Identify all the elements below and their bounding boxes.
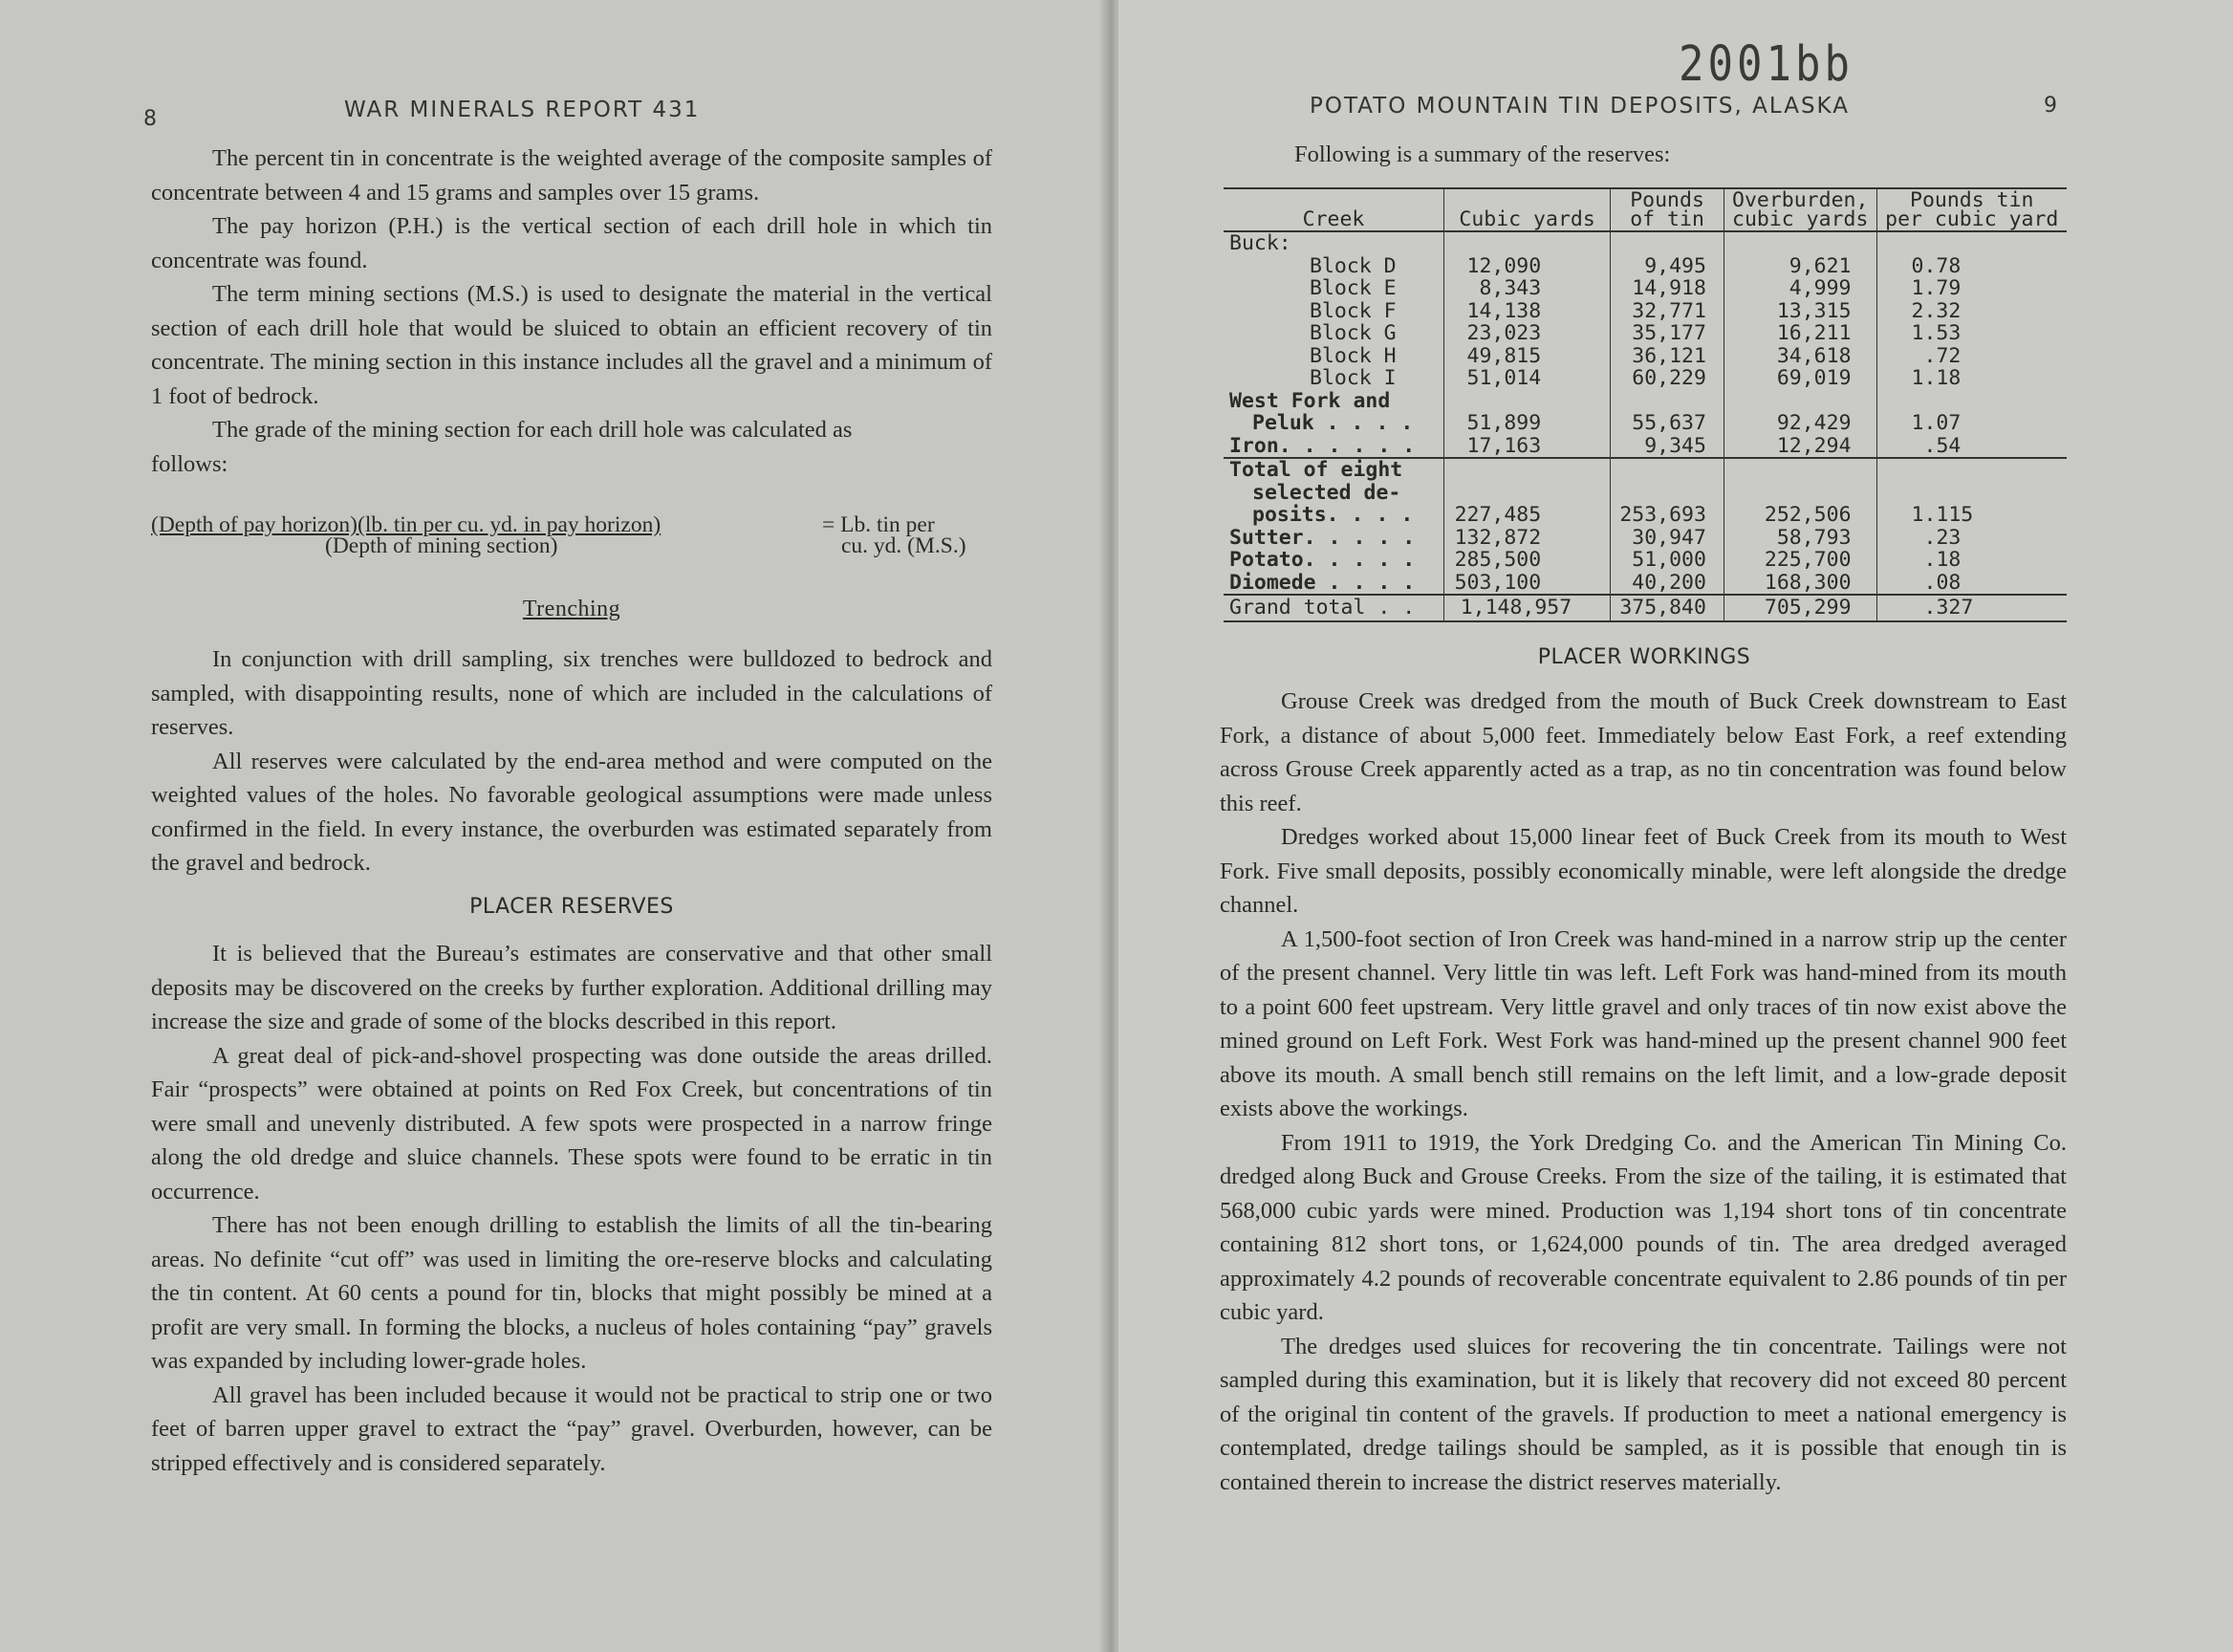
table-cell: 35,177 bbox=[1611, 322, 1724, 345]
table-row bbox=[1224, 527, 2067, 550]
table-cell: Iron. . . . . . bbox=[1229, 433, 1416, 458]
paragraph: A great deal of pick-and-shovel prospecting was done outside the areas drilled. Fair “prospects” were obtained at points on Red Fox Creek, but concentrations of tin were small and unevenly distributed. A few spots were prospected in a narrow fringe along the old dredge and sluice channels. These spots were found to be erratic in tin occurrence. bbox=[151, 1042, 992, 1205]
left-body-trenching bbox=[151, 642, 992, 880]
table-cell: 49,815 bbox=[1444, 345, 1611, 368]
table-cell: 23,023 bbox=[1444, 322, 1611, 345]
table-cell: 132,872 bbox=[1444, 527, 1611, 550]
table-cell bbox=[1876, 390, 2067, 413]
col-pounds-tin: Pounds of tin bbox=[1611, 188, 1724, 231]
paragraph: From 1911 to 1919, the York Dredging Co. and the American Tin Mining Co. dredged along Buck and Grouse Creeks. From the size of the tailing, it is estimated that 568,000 cubic yards were mined. Production was 1,194 short tons of tin concentrate containing 812 short tons, or 1,624,000 pounds of tin. The area dredged averaged approximately 4.2 pounds of recoverable concentrate equivalent to 2.86 pounds of tin per cubic yard. bbox=[1220, 1129, 2067, 1325]
table-row bbox=[1224, 435, 2067, 459]
table-cell: 17,163 bbox=[1444, 435, 1611, 459]
table-cell bbox=[1876, 458, 2067, 482]
col-cubic-yards: Cubic yards bbox=[1444, 188, 1611, 231]
placer-workings-heading: PLACER WORKINGS bbox=[1537, 645, 1751, 669]
table-cell: .72 bbox=[1876, 345, 2067, 368]
table-cell: 1.53 bbox=[1876, 322, 2067, 345]
table-cell: 375,840 bbox=[1611, 595, 1724, 621]
table-cell: Total of eight bbox=[1224, 458, 1444, 482]
table-row bbox=[1224, 255, 2067, 278]
table-cell: 1,148,957 bbox=[1444, 595, 1611, 621]
table-cell: 14,138 bbox=[1444, 300, 1611, 323]
table-cell bbox=[1876, 231, 2067, 255]
paragraph: The term mining sections (M.S.) is used to designate the material in the vertical section of each drill hole that would be sluiced to obtain an efficient recovery of tin concentrate. The mining section in this instance includes all the gravel and a minimum of 1 foot of bedrock. bbox=[151, 281, 992, 409]
table-cell: .08 bbox=[1876, 572, 2067, 596]
table-cell: 705,299 bbox=[1724, 595, 1876, 621]
table-cell bbox=[1724, 231, 1876, 255]
paragraph: Grouse Creek was dredged from the mouth of Buck Creek downstream to East Fork, a distance of about 5,000 feet. Immediately below East Fork, a reef extending across Grouse Creek apparently acted as a trap, as no tin concentration was found below this reef. bbox=[1220, 688, 2067, 816]
table-cell: 0.78 bbox=[1876, 255, 2067, 278]
archive-stamp: 2001bb bbox=[1679, 36, 1854, 93]
table-cell: Potato. . . . . bbox=[1229, 548, 1416, 572]
table-cell: 12,090 bbox=[1444, 255, 1611, 278]
table-cell bbox=[1724, 390, 1876, 413]
table-cell: 55,637 bbox=[1611, 412, 1724, 435]
formula-denominator: (Depth of mining section) bbox=[325, 533, 558, 558]
right-running-header: POTATO MOUNTAIN TIN DEPOSITS, ALASKA bbox=[1310, 94, 1850, 119]
table-cell: .18 bbox=[1876, 549, 2067, 572]
table-cell: Peluk . . . . bbox=[1252, 411, 1414, 435]
right-page-number: 9 bbox=[2044, 94, 2057, 118]
table-cell: 69,019 bbox=[1724, 367, 1876, 390]
table-cell bbox=[1444, 458, 1611, 482]
col-pounds-per-yard: Pounds tin per cubic yard bbox=[1876, 188, 2067, 231]
paragraph: There has not been enough drilling to establish the limits of all the tin-bearing areas. No definite “cut off” was used in limiting the ore-reserve blocks and calculating the tin content. At 60 cents a pound for tin, blocks that might possibly be mined at a profit are very small. In forming the blocks, a nucleus of holes containing “pay” gravels was expanded by including lower-grade holes. bbox=[151, 1212, 992, 1374]
table-cell: Block E bbox=[1310, 276, 1397, 300]
table-cell: 14,918 bbox=[1611, 277, 1724, 300]
table-cell: West Fork and bbox=[1229, 388, 1391, 413]
table-row bbox=[1224, 322, 2067, 345]
left-body-placer bbox=[151, 937, 992, 1480]
paragraph: All reserves were calculated by the end-area method and were computed on the weighted values of the holes. No favorable geological assumptions were made unless confirmed in the field. In every instance, the overburden was estimated separately from the gravel and bedrock. bbox=[151, 748, 992, 876]
table-cell bbox=[1611, 390, 1724, 413]
table-cell: 12,294 bbox=[1724, 435, 1876, 459]
left-running-header: WAR MINERALS REPORT 431 bbox=[344, 98, 701, 122]
paragraph: It is believed that the Bureau’s estimates are conservative and that other small deposits may be discovered on the creeks by further exploration. Additional drilling may increase the size and grade of some of the blocks described in this report. bbox=[151, 941, 992, 1034]
table-cell: posits. . . . bbox=[1252, 503, 1414, 527]
table-cell: 51,014 bbox=[1444, 367, 1611, 390]
table-cell: 16,211 bbox=[1724, 322, 1876, 345]
table-row bbox=[1224, 412, 2067, 435]
table-cell: Diomede . . . . bbox=[1229, 570, 1416, 595]
table-cell: 32,771 bbox=[1611, 300, 1724, 323]
col-overburden: Overburden, cubic yards bbox=[1724, 188, 1876, 231]
table-cell: 30,947 bbox=[1611, 527, 1724, 550]
table-cell bbox=[1724, 458, 1876, 482]
right-page bbox=[1118, 0, 2233, 1652]
table-cell: 9,621 bbox=[1724, 255, 1876, 278]
table-cell: Sutter. . . . . bbox=[1229, 525, 1416, 550]
paragraph: The percent tin in concentrate is the weighted average of the composite samples of concentrate between 4 and 15 grams and samples over 15 grams. bbox=[151, 145, 992, 206]
table-cell: Block I bbox=[1310, 366, 1397, 390]
table-cell: 9,495 bbox=[1611, 255, 1724, 278]
table-cell: 13,315 bbox=[1724, 300, 1876, 323]
table-row bbox=[1224, 458, 2067, 482]
formula-result-line2: cu. yd. (M.S.) bbox=[841, 533, 966, 558]
table-cell: 1.115 bbox=[1876, 504, 2067, 527]
table-cell: 225,700 bbox=[1724, 549, 1876, 572]
table-cell bbox=[1444, 231, 1611, 255]
buck-label: Buck: bbox=[1229, 231, 1291, 255]
reserves-table bbox=[1224, 187, 2067, 622]
table-cell: 1.07 bbox=[1876, 412, 2067, 435]
table-cell: 1.18 bbox=[1876, 367, 2067, 390]
table-cell: 8,343 bbox=[1444, 277, 1611, 300]
paragraph: A 1,500-foot section of Iron Creek was hand-mined in a narrow strip up the center of the present channel. Very little tin was left. Left Fork was hand-mined from its mouth to a point 600 feet upstream. Very little gravel and only traces of tin now exist above the mined ground on Left Fork. West Fork was hand-mined up the present channel 900 feet above its mouth. A small bench still remains on the left limit, and a low-grade deposit exists above the workings. bbox=[1220, 925, 2067, 1121]
table-cell: 36,121 bbox=[1611, 345, 1724, 368]
table-cell: 9,345 bbox=[1611, 435, 1724, 459]
paragraph: The pay horizon (P.H.) is the vertical section of each drill hole in which tin concentrate was found. bbox=[151, 213, 992, 273]
paragraph: Dredges worked about 15,000 linear feet of Buck Creek from its mouth to West Fork. Five small deposits, possibly economically minable, were left alongside the dredge channel. bbox=[1220, 824, 2067, 918]
right-body bbox=[1220, 685, 2067, 1499]
table-cell: Block H bbox=[1310, 343, 1397, 368]
table-cell: 60,229 bbox=[1611, 367, 1724, 390]
table-cell: 2.32 bbox=[1876, 300, 2067, 323]
formula-result-line1: = Lb. tin per bbox=[822, 512, 935, 537]
table-cell bbox=[1876, 482, 2067, 505]
table-row bbox=[1224, 367, 2067, 390]
formula-numerator: (Depth of pay horizon)(lb. tin per cu. yd. in pay horizon) bbox=[151, 512, 661, 537]
table-row bbox=[1224, 231, 2067, 255]
table-cell bbox=[1444, 482, 1611, 505]
table-cell: 1.79 bbox=[1876, 277, 2067, 300]
paragraph: The grade of the mining section for each drill hole was calculated as bbox=[212, 417, 853, 443]
left-page-number: 8 bbox=[143, 107, 157, 131]
table-row bbox=[1224, 277, 2067, 300]
table-cell: Block F bbox=[1310, 298, 1397, 323]
table-cell: Block G bbox=[1310, 321, 1397, 345]
table-cell bbox=[1611, 482, 1724, 505]
table-row bbox=[1224, 390, 2067, 413]
left-page bbox=[0, 0, 1107, 1652]
table-row bbox=[1224, 482, 2067, 505]
trenching-heading bbox=[151, 597, 992, 622]
table-row bbox=[1224, 572, 2067, 596]
table-cell: .327 bbox=[1876, 595, 2067, 621]
table-cell bbox=[1611, 231, 1724, 255]
table-cell: 51,000 bbox=[1611, 549, 1724, 572]
table-row bbox=[1224, 300, 2067, 323]
table-cell: Block D bbox=[1310, 253, 1397, 278]
table-cell bbox=[1724, 482, 1876, 505]
table-cell bbox=[1444, 390, 1611, 413]
table-cell: Grand total . . bbox=[1224, 595, 1444, 621]
table-cell: 503,100 bbox=[1444, 572, 1611, 596]
table-cell: 4,999 bbox=[1724, 277, 1876, 300]
paragraph: In conjunction with drill sampling, six trenches were bulldozed to bedrock and sampled, with disappointing results, none of which are included in the calculations of reserves. bbox=[151, 646, 992, 740]
table-row bbox=[1224, 549, 2067, 572]
table-cell: 34,618 bbox=[1724, 345, 1876, 368]
table-cell: 51,899 bbox=[1444, 412, 1611, 435]
paragraph: The dredges used sluices for recovering the tin concentrate. Tailings were not sampled during this examination, but it is likely that recovery did not exceed 80 percent of the original tin content of the gravels. If production to meet a national emergency is contemplated, dredge tailings should be sampled, as it is possible that enough tin is contained therein to increase the district reserves materially. bbox=[1220, 1333, 2067, 1495]
table-row bbox=[1224, 345, 2067, 368]
trenching-heading-text: Trenching bbox=[522, 597, 621, 621]
table-intro bbox=[1294, 138, 2059, 172]
table-cell: 168,300 bbox=[1724, 572, 1876, 596]
paragraph: Following is a summary of the reserves: bbox=[1294, 141, 1671, 167]
paragraph: All gravel has been included because it would not be practical to strip one or two feet of barren upper gravel to extract the “pay” gravel. Overburden, however, can be stripped effectively and is considered separately. bbox=[151, 1381, 992, 1476]
table-cell: 227,485 bbox=[1444, 504, 1611, 527]
table-row-grand-total bbox=[1224, 595, 2067, 621]
table-cell bbox=[1611, 458, 1724, 482]
col-creek: Creek bbox=[1224, 188, 1444, 231]
table-header-row bbox=[1224, 188, 2067, 231]
table-cell: 92,429 bbox=[1724, 412, 1876, 435]
table-cell: 58,793 bbox=[1724, 527, 1876, 550]
placer-reserves-heading: PLACER RESERVES bbox=[469, 895, 674, 919]
left-body-top bbox=[151, 141, 992, 481]
table-row bbox=[1224, 504, 2067, 527]
table-cell: 285,500 bbox=[1444, 549, 1611, 572]
table-cell: 252,506 bbox=[1724, 504, 1876, 527]
table-cell: 253,693 bbox=[1611, 504, 1724, 527]
table-cell: selected de- bbox=[1252, 480, 1401, 505]
paragraph: follows: bbox=[151, 450, 228, 477]
table-cell: .23 bbox=[1876, 527, 2067, 550]
table-cell: 40,200 bbox=[1611, 572, 1724, 596]
table-cell: .54 bbox=[1876, 435, 2067, 459]
